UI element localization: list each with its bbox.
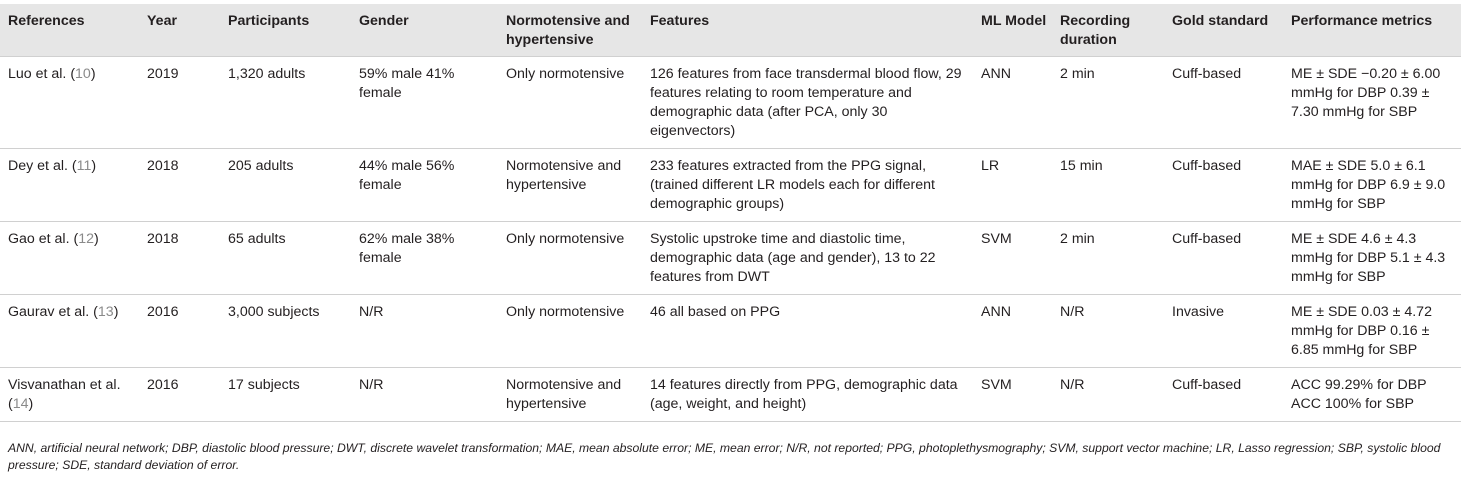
col-header-year: Year [139, 4, 220, 57]
cell-reference [0, 295, 139, 368]
cell-year: 2018 [139, 149, 220, 222]
table-row [0, 149, 1461, 222]
col-header-recording-duration: Recording duration [1052, 4, 1164, 57]
cell-duration: N/R [1052, 295, 1164, 368]
cell-features: 233 features extracted from the PPG signal, (trained different LR models each for different demographic groups) [642, 149, 973, 222]
cell-status: Normotensive and hypertensive [498, 149, 642, 222]
cell-gender: 44% male 56% female [351, 149, 498, 222]
cell-gold-standard: Invasive [1164, 295, 1283, 368]
cell-gender: 59% male 41% female [351, 57, 498, 149]
cell-year: 2019 [139, 57, 220, 149]
cell-metrics: ME ± SDE 4.6 ± 4.3 mmHg for DBP 5.1 ± 4.3 mmHg for SBP [1283, 222, 1461, 295]
reference-link[interactable]: 12 [78, 231, 94, 247]
cell-participants: 3,000 subjects [220, 295, 351, 368]
cell-gender: 62% male 38% female [351, 222, 498, 295]
cell-metrics: ACC 99.29% for DBP ACC 100% for SBP [1283, 368, 1461, 422]
col-header-gold-standard: Gold standard [1164, 4, 1283, 57]
cell-participants: 205 adults [220, 149, 351, 222]
reference-link[interactable]: 14 [12, 396, 29, 412]
cell-participants: 65 adults [220, 222, 351, 295]
cell-status: Only normotensive [498, 222, 642, 295]
cell-duration: 15 min [1052, 149, 1164, 222]
comparison-table [0, 4, 1461, 422]
cell-duration: 2 min [1052, 222, 1164, 295]
reference-close: ) [93, 231, 99, 247]
reference-author: Dey et al. ( [8, 158, 77, 174]
cell-metrics: ME ± SDE 0.03 ± 4.72 mmHg for DBP 0.16 ± 6.85 mmHg for SBP [1283, 295, 1461, 368]
cell-duration: 2 min [1052, 57, 1164, 149]
reference-author: Visvanathan et al. ( [8, 377, 121, 412]
header-row [0, 4, 1461, 57]
cell-reference [0, 222, 139, 295]
col-header-gender: Gender [351, 4, 498, 57]
reference-link[interactable]: 13 [97, 304, 114, 320]
cell-gender: N/R [351, 368, 498, 422]
reference-link[interactable]: 11 [76, 158, 92, 174]
cell-participants: 1,320 adults [220, 57, 351, 149]
cell-gold-standard: Cuff-based [1164, 57, 1283, 149]
cell-status: Only normotensive [498, 57, 642, 149]
cell-model: ANN [973, 295, 1052, 368]
col-header-participants: Participants [220, 4, 351, 57]
col-header-ml-model: ML Model [973, 4, 1052, 57]
cell-features: 14 features directly from PPG, demographic data (age, weight, and height) [642, 368, 973, 422]
cell-reference [0, 368, 139, 422]
cell-features: 46 all based on PPG [642, 295, 973, 368]
cell-reference [0, 57, 139, 149]
cell-participants: 17 subjects [220, 368, 351, 422]
cell-status: Normotensive and hypertensive [498, 368, 642, 422]
table-footnote: ANN, artificial neural network; DBP, diastolic blood pressure; DWT, discrete wavelet transformation; MAE, mean absolute error; ME, mean error; N/R, not reported; PPG, photoplethysmography; SVM, support vector machine; LR, Lasso regression; SBP, systolic blood pressure; SDE, standard deviation of error. [8, 441, 1441, 472]
cell-metrics: MAE ± SDE 5.0 ± 6.1 mmHg for DBP 6.9 ± 9.0 mmHg for SBP [1283, 149, 1461, 222]
cell-model: ANN [973, 57, 1052, 149]
cell-reference [0, 149, 139, 222]
cell-year: 2018 [139, 222, 220, 295]
table-row [0, 368, 1461, 422]
cell-status: Only normotensive [498, 295, 642, 368]
col-header-features: Features [642, 4, 973, 57]
cell-gold-standard: Cuff-based [1164, 222, 1283, 295]
cell-year: 2016 [139, 295, 220, 368]
reference-close: ) [91, 158, 97, 174]
cell-model: SVM [973, 368, 1052, 422]
reference-author: Luo et al. ( [8, 66, 76, 82]
table-row [0, 295, 1461, 368]
cell-features: Systolic upstroke time and diastolic time, demographic data (age and gender), 13 to 22 features from DWT [642, 222, 973, 295]
reference-close: ) [90, 66, 96, 82]
cell-metrics: ME ± SDE −0.20 ± 6.00 mmHg for DBP 0.39 ± 7.30 mmHg for SBP [1283, 57, 1461, 149]
cell-gold-standard: Cuff-based [1164, 368, 1283, 422]
table-row [0, 222, 1461, 295]
reference-close: ) [113, 304, 119, 320]
cell-model: SVM [973, 222, 1052, 295]
reference-author: Gao et al. ( [8, 231, 79, 247]
cell-gender: N/R [351, 295, 498, 368]
cell-features: 126 features from face transdermal blood flow, 29 features relating to room temperature and demographic data (after PCA, only 30 eigenvectors) [642, 57, 973, 149]
reference-link[interactable]: 10 [75, 66, 91, 82]
reference-author: Gaurav et al. ( [8, 304, 98, 320]
cell-year: 2016 [139, 368, 220, 422]
cell-gold-standard: Cuff-based [1164, 149, 1283, 222]
reference-close: ) [28, 396, 34, 412]
col-header-references: References [0, 4, 139, 57]
table-row [0, 57, 1461, 149]
cell-model: LR [973, 149, 1052, 222]
cell-duration: N/R [1052, 368, 1164, 422]
col-header-normotensive: Normotensive and hypertensive [498, 4, 642, 57]
col-header-performance-metrics: Performance metrics [1283, 4, 1461, 57]
